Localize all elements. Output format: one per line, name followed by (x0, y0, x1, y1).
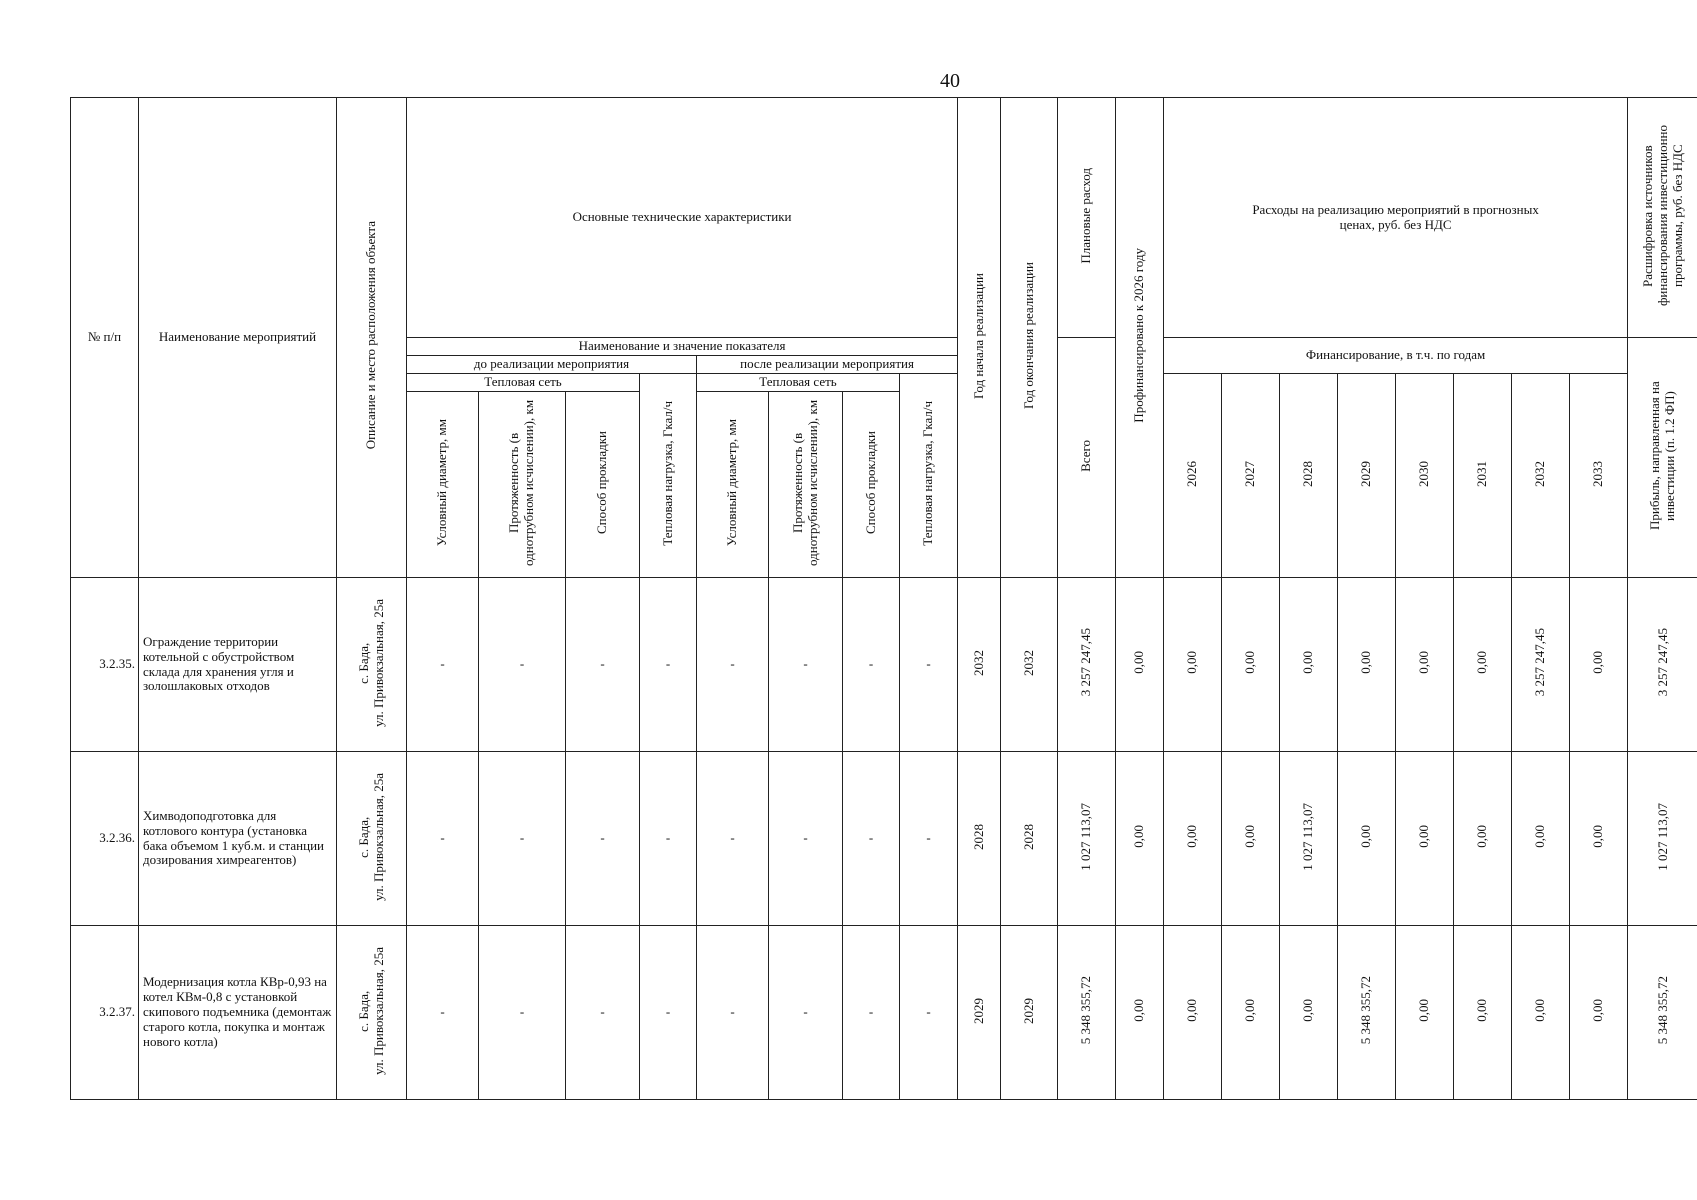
col-total-header: Всего (1058, 338, 1116, 578)
col-profit-header: Прибыль, направленная на инвестиции (п. 1.2 ФП) (1628, 338, 1697, 578)
year-value: 0,00 (1454, 926, 1512, 1100)
investment-program-table (70, 97, 1697, 1100)
end-year: 2028 (1001, 752, 1058, 926)
table-row (71, 578, 1697, 752)
tech-value: - (843, 578, 900, 752)
tech-value: - (697, 578, 769, 752)
year-value: 0,00 (1338, 752, 1396, 926)
col-location-header: Описание и место расположения объекта (337, 98, 407, 578)
financing-by-year-header: Финансирование, в т.ч. по годам (1164, 338, 1628, 374)
tech-value: - (407, 752, 479, 926)
tech-value: - (697, 752, 769, 926)
year-value: 0,00 (1454, 752, 1512, 926)
method-before-header: Способ прокладки (566, 392, 640, 578)
col-year-2030-header: 2030 (1396, 374, 1454, 578)
tech-value: - (843, 752, 900, 926)
total-value: 3 257 247,45 (1058, 578, 1116, 752)
diameter-before-header: Условный диаметр, мм (407, 392, 479, 578)
year-value: 0,00 (1222, 578, 1280, 752)
prefinanced-value: 0,00 (1116, 578, 1164, 752)
load-after-header: Тепловая нагрузка, Гкал/ч (900, 374, 958, 578)
row-number: 3.2.35. (71, 578, 139, 752)
profit-value: 3 257 247,45 (1628, 578, 1697, 752)
start-year: 2029 (958, 926, 1001, 1100)
col-name-header: Наименование мероприятий (139, 98, 337, 578)
tech-value: - (640, 752, 697, 926)
col-year-2031-header: 2031 (1454, 374, 1512, 578)
measure-name: Химводоподготовка для котлового контура (установка бака объемом 1 куб.м. и станции дозирования химреагентов) (139, 752, 337, 926)
location-cell: с. Бада, ул. Привокзальная, 25а (337, 752, 407, 926)
tech-value: - (407, 926, 479, 1100)
tech-value: - (566, 578, 640, 752)
tech-value: - (479, 578, 566, 752)
col-year-2033-header: 2033 (1570, 374, 1628, 578)
profit-value: 1 027 113,07 (1628, 752, 1697, 926)
year-value: 0,00 (1164, 926, 1222, 1100)
method-after-header: Способ прокладки (843, 392, 900, 578)
year-value: 0,00 (1280, 578, 1338, 752)
length-after-header: Протяженность (в однотрубном исчислении), км (769, 392, 843, 578)
tech-value: - (566, 926, 640, 1100)
measure-name: Ограждение территории котельной с обустройством склада для хранения угля и золошлаковых отходов (139, 578, 337, 752)
prefinanced-value: 0,00 (1116, 926, 1164, 1100)
year-value: 0,00 (1222, 926, 1280, 1100)
diameter-after-header: Условный диаметр, мм (697, 392, 769, 578)
tech-value: - (697, 926, 769, 1100)
sources-header: Расшифровка источников финансирования инвестиционно программы, руб. без НДС (1628, 98, 1697, 338)
year-value: 0,00 (1164, 578, 1222, 752)
profit-value: 5 348 355,72 (1628, 926, 1697, 1100)
tech-value: - (479, 752, 566, 926)
col-prefinanced-header: Профинансировано к 2026 году (1116, 98, 1164, 578)
year-value: 0,00 (1454, 578, 1512, 752)
year-value: 5 348 355,72 (1338, 926, 1396, 1100)
start-year: 2032 (958, 578, 1001, 752)
total-value: 5 348 355,72 (1058, 926, 1116, 1100)
tech-value: - (769, 578, 843, 752)
start-year: 2028 (958, 752, 1001, 926)
year-value: 0,00 (1512, 926, 1570, 1100)
year-value: 0,00 (1222, 752, 1280, 926)
year-value: 0,00 (1396, 752, 1454, 926)
col-year-2028-header: 2028 (1280, 374, 1338, 578)
year-value: 0,00 (1570, 578, 1628, 752)
col-num-header: № п/п (71, 98, 139, 578)
location-cell: с. Бада, ул. Привокзальная, 25а (337, 578, 407, 752)
heat-network-after-header: Тепловая сеть (697, 374, 900, 392)
year-value: 0,00 (1280, 926, 1338, 1100)
year-value: 0,00 (1570, 926, 1628, 1100)
year-value: 0,00 (1338, 578, 1396, 752)
tech-value: - (769, 926, 843, 1100)
indicator-header: Наименование и значение показателя (407, 338, 958, 356)
year-value: 0,00 (1396, 926, 1454, 1100)
table-row (71, 926, 1697, 1100)
after-header: после реализации мероприятия (697, 356, 958, 374)
year-value: 0,00 (1164, 752, 1222, 926)
row-number: 3.2.36. (71, 752, 139, 926)
tech-value: - (479, 926, 566, 1100)
end-year: 2032 (1001, 578, 1058, 752)
length-before-header: Протяженность (в однотрубном исчислении), км (479, 392, 566, 578)
tech-value: - (900, 926, 958, 1100)
col-end-year-header: Год окончания реализации (1001, 98, 1058, 578)
tech-value: - (407, 578, 479, 752)
year-value: 3 257 247,45 (1512, 578, 1570, 752)
tech-characteristics-header: Основные технические характеристики (407, 98, 958, 338)
table-row (71, 752, 1697, 926)
col-planned-header: Плановые расход (1058, 98, 1116, 338)
measure-name: Модернизация котла КВр-0,93 на котел КВм-0,8 с установкой скипового подъемника (демонтаж старого котла, покупка и монтаж нового котла) (139, 926, 337, 1100)
year-value: 1 027 113,07 (1280, 752, 1338, 926)
tech-value: - (640, 926, 697, 1100)
end-year: 2029 (1001, 926, 1058, 1100)
tech-value: - (900, 578, 958, 752)
header-row-top (71, 98, 1697, 338)
total-value: 1 027 113,07 (1058, 752, 1116, 926)
page-number: 40 (940, 70, 960, 92)
year-value: 0,00 (1570, 752, 1628, 926)
prefinanced-value: 0,00 (1116, 752, 1164, 926)
col-year-2026-header: 2026 (1164, 374, 1222, 578)
col-start-year-header: Год начала реализации (958, 98, 1001, 578)
year-value: 0,00 (1396, 578, 1454, 752)
location-cell: с. Бада, ул. Привокзальная, 25а (337, 926, 407, 1100)
col-year-2029-header: 2029 (1338, 374, 1396, 578)
year-value: 0,00 (1512, 752, 1570, 926)
tech-value: - (843, 926, 900, 1100)
tech-value: - (769, 752, 843, 926)
before-header: до реализации мероприятия (407, 356, 697, 374)
tech-value: - (640, 578, 697, 752)
expenses-header: Расходы на реализацию мероприятий в прогнозных ценах, руб. без НДС (1164, 98, 1628, 338)
tech-value: - (566, 752, 640, 926)
tech-value: - (900, 752, 958, 926)
col-year-2027-header: 2027 (1222, 374, 1280, 578)
heat-network-before-header: Тепловая сеть (407, 374, 640, 392)
row-number: 3.2.37. (71, 926, 139, 1100)
col-year-2032-header: 2032 (1512, 374, 1570, 578)
load-before-header: Тепловая нагрузка, Гкал/ч (640, 374, 697, 578)
